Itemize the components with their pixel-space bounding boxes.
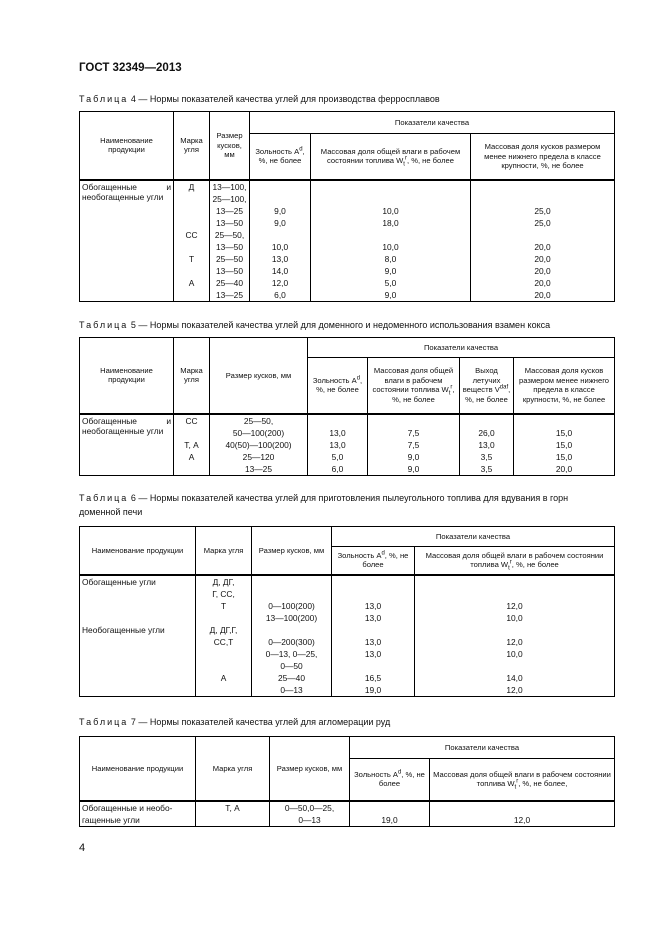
cell-fines	[471, 229, 615, 241]
cell-ash: 10,0	[250, 241, 311, 253]
table7-caption-label: Таблица	[79, 717, 129, 727]
cell-brand: Т, А	[174, 439, 210, 451]
cell-brand	[174, 193, 210, 205]
cell-brand: Г, СС,	[196, 588, 252, 600]
cell-moist: 18,0	[311, 217, 471, 229]
cell-moist: 9,0	[368, 463, 460, 476]
cell-moist: 10,0	[415, 612, 615, 624]
table5-col-brand: Марка угля	[174, 338, 210, 414]
cell-size	[252, 624, 332, 636]
cell-fines: 15,0	[514, 427, 615, 439]
table5-col-moist: Массовая доля общей влаги в рабочем состоянии топлива $W_t^r$, %, не более	[368, 358, 460, 414]
table5-col-name: Наименование продукции	[80, 338, 174, 414]
cell-size: 13—25	[210, 205, 250, 217]
cell-name	[80, 660, 196, 672]
table4-col-size: Размер кусков, мм	[210, 112, 250, 180]
cell-fines: 15,0	[514, 451, 615, 463]
cell-size: 13—50	[210, 265, 250, 277]
table6-caption	[79, 491, 599, 519]
table-row	[80, 180, 615, 193]
cell-size: 13—25	[210, 289, 250, 302]
table5-body	[80, 414, 615, 476]
cell-brand	[196, 814, 270, 827]
cell-name: Необогащенные угли	[80, 624, 196, 636]
cell-size: 13—25	[210, 463, 308, 476]
cell-size	[252, 588, 332, 600]
cell-moist: 10,0	[311, 241, 471, 253]
cell-brand	[174, 217, 210, 229]
table4-col-name: Наименование продукции	[80, 112, 174, 180]
page-number: 4	[79, 842, 86, 854]
cell-ash: 16,5	[332, 672, 415, 684]
cell-fines	[471, 180, 615, 193]
cell-fines: 20,0	[514, 463, 615, 476]
cell-fines: 20,0	[471, 265, 615, 277]
cell-ash	[332, 660, 415, 672]
cell-brand	[196, 660, 252, 672]
cell-vol: 26,0	[460, 427, 514, 439]
cell-size: 0—200(300)	[252, 636, 332, 648]
cell-ash	[308, 414, 368, 427]
cell-moist: 5,0	[311, 277, 471, 289]
cell-size: 0—50	[252, 660, 332, 672]
table4-body	[80, 180, 615, 302]
cell-ash: 9,0	[250, 217, 311, 229]
cell-size: 25—100,	[210, 193, 250, 205]
cell-brand	[174, 463, 210, 476]
cell-moist: 12,0	[415, 600, 615, 612]
cell-brand: Д, ДГ,Г,	[196, 624, 252, 636]
table4-caption-text: 4 — Нормы показателей качества углей для производства ферросплавов	[130, 94, 440, 104]
table4-col-brand: Марка угля	[174, 112, 210, 180]
cell-brand: Д, ДГ,	[196, 575, 252, 588]
table-row	[80, 636, 615, 648]
table-row	[80, 612, 615, 624]
table4	[79, 111, 615, 302]
cell-brand: СС,Т	[196, 636, 252, 648]
cell-brand: СС	[174, 229, 210, 241]
cell-fines: 20,0	[471, 289, 615, 302]
cell-size: 0—13, 0—25,	[252, 648, 332, 660]
table7-col-moist: Массовая доля общей влаги в рабочем состоянии топлива $W_t^r$, %, не более,	[430, 759, 615, 801]
cell-ash: 9,0	[250, 205, 311, 217]
table7-caption-text: 7 — Нормы показателей качества углей для агломерации руд	[130, 717, 391, 727]
table5	[79, 337, 615, 476]
cell-moist	[415, 660, 615, 672]
cell-ash: 13,0	[308, 439, 368, 451]
table5-col-fines: Массовая доля кусков размером менее нижнего предела в классе крупности, %, не более	[514, 358, 615, 414]
table7-col-name: Наименование продукции	[80, 737, 196, 801]
cell-brand	[196, 612, 252, 624]
table4-caption-label: Таблица	[79, 94, 129, 104]
table4-col-ash: Зольность $A^d$, %, не более	[250, 134, 311, 180]
table7	[79, 736, 615, 827]
cell-fines: 15,0	[514, 439, 615, 451]
table6-col-ash: Зольность $A^d$, %, не более	[332, 547, 415, 575]
cell-name	[80, 636, 196, 648]
cell-brand	[174, 289, 210, 302]
table-row	[80, 660, 615, 672]
table4-col-fines: Массовая доля кусков размером менее нижнего предела в классе крупности, %, не более	[471, 134, 615, 180]
cell-vol: 13,0	[460, 439, 514, 451]
cell-moist	[430, 801, 615, 814]
table-row	[80, 648, 615, 660]
cell-ash	[332, 588, 415, 600]
product-name: Обогащенные и необогащенные угли	[80, 414, 174, 476]
cell-ash: 6,0	[308, 463, 368, 476]
table7-group-header: Показатели качества	[350, 737, 615, 759]
table6-body	[80, 575, 615, 697]
table5-group-header: Показатели качества	[308, 338, 615, 358]
table-row	[80, 801, 615, 814]
cell-ash: 13,0	[332, 648, 415, 660]
cell-brand: Т	[174, 253, 210, 265]
cell-moist: 8,0	[311, 253, 471, 265]
cell-ash: 6,0	[250, 289, 311, 302]
cell-moist	[368, 414, 460, 427]
table5-col-vol: Выход летучих веществ $V^{daf}$, %, не более	[460, 358, 514, 414]
cell-vol: 3,5	[460, 463, 514, 476]
cell-ash: 14,0	[250, 265, 311, 277]
table-row	[80, 684, 615, 697]
cell-size: 13—50	[210, 241, 250, 253]
cell-brand	[196, 684, 252, 697]
cell-moist	[311, 180, 471, 193]
table-row	[80, 414, 615, 427]
table5-col-ash: Зольность $A^d$, %, не более	[308, 358, 368, 414]
cell-name: Обогащенные и необо-	[80, 801, 196, 814]
cell-fines: 25,0	[471, 205, 615, 217]
cell-brand: Т	[196, 600, 252, 612]
cell-size: 25—120	[210, 451, 308, 463]
cell-size	[252, 575, 332, 588]
cell-name	[80, 588, 196, 600]
cell-moist: 12,0	[430, 814, 615, 827]
cell-brand	[174, 427, 210, 439]
table6-group-header: Показатели качества	[332, 527, 615, 547]
cell-ash	[250, 180, 311, 193]
cell-name	[80, 684, 196, 697]
cell-name	[80, 672, 196, 684]
table5-caption	[79, 318, 550, 332]
cell-fines: 20,0	[471, 241, 615, 253]
table6-caption-text: 6 — Нормы показателей качества углей для приготовления пылеугольного топлива для вдувания в горн доменной печи	[79, 493, 569, 517]
table5-caption-label: Таблица	[79, 320, 129, 330]
table4-caption	[79, 92, 440, 106]
document-header: ГОСТ 32349—2013	[79, 62, 182, 74]
cell-moist: 9,0	[368, 451, 460, 463]
cell-size: 25—40	[252, 672, 332, 684]
cell-ash	[350, 801, 430, 814]
cell-brand	[174, 241, 210, 253]
cell-brand	[174, 205, 210, 217]
cell-moist: 7,5	[368, 439, 460, 451]
cell-ash: 13,0	[250, 253, 311, 265]
cell-moist: 10,0	[415, 648, 615, 660]
cell-size: 25—50,	[210, 414, 308, 427]
cell-brand	[174, 265, 210, 277]
cell-ash	[332, 624, 415, 636]
cell-size: 0—13	[270, 814, 350, 827]
table6-col-name: Наименование продукции	[80, 527, 196, 575]
cell-ash: 13,0	[332, 636, 415, 648]
table5-col-size: Размер кусков, мм	[210, 338, 308, 414]
cell-ash	[332, 575, 415, 588]
table4-col-moist: Массовая доля общей влаги в рабочем состоянии топлива $W_t^r$, %, не более	[311, 134, 471, 180]
table6-col-moist: Массовая доля общей влаги в рабочем состоянии топлива $W_t^r$, %, не более	[415, 547, 615, 575]
cell-size: 13—100,	[210, 180, 250, 193]
cell-brand: А	[174, 451, 210, 463]
table7-body	[80, 801, 615, 827]
cell-vol: 3,5	[460, 451, 514, 463]
cell-brand: СС	[174, 414, 210, 427]
cell-moist: 9,0	[311, 265, 471, 277]
table-row	[80, 588, 615, 600]
cell-moist: 9,0	[311, 289, 471, 302]
table7-caption	[79, 715, 390, 729]
table-row	[80, 624, 615, 636]
table6-col-brand: Марка угля	[196, 527, 252, 575]
cell-fines: 25,0	[471, 217, 615, 229]
cell-fines: 20,0	[471, 277, 615, 289]
cell-moist	[311, 229, 471, 241]
table7-col-brand: Марка угля	[196, 737, 270, 801]
cell-ash: 13,0	[332, 612, 415, 624]
cell-size: 0—50,0—25,	[270, 801, 350, 814]
table-row	[80, 600, 615, 612]
table-row	[80, 672, 615, 684]
table7-col-size: Размер кусков, мм	[270, 737, 350, 801]
cell-moist: 7,5	[368, 427, 460, 439]
product-name: Обогащенные и необогащенные угли	[80, 180, 174, 302]
cell-size: 25—50	[210, 253, 250, 265]
cell-name	[80, 612, 196, 624]
cell-brand	[196, 648, 252, 660]
table6-caption-label: Таблица	[79, 493, 129, 503]
cell-fines: 20,0	[471, 253, 615, 265]
cell-name: Обогащенные угли	[80, 575, 196, 588]
cell-ash: 5,0	[308, 451, 368, 463]
cell-ash: 19,0	[350, 814, 430, 827]
table5-caption-text: 5 — Нормы показателей качества углей для доменного и недоменного использования взамен кокса	[130, 320, 551, 330]
cell-moist	[415, 575, 615, 588]
table7-col-ash: Зольность $A^d$, %, не более	[350, 759, 430, 801]
cell-brand: Д	[174, 180, 210, 193]
cell-size: 13—50	[210, 217, 250, 229]
cell-moist: 12,0	[415, 636, 615, 648]
cell-ash	[250, 229, 311, 241]
cell-ash: 13,0	[308, 427, 368, 439]
cell-moist	[311, 193, 471, 205]
cell-size: 0—13	[252, 684, 332, 697]
table-row	[80, 575, 615, 588]
cell-fines	[514, 414, 615, 427]
table4-group-header: Показатели качества	[250, 112, 615, 134]
cell-fines	[471, 193, 615, 205]
cell-size: 40(50)—100(200)	[210, 439, 308, 451]
cell-moist: 12,0	[415, 684, 615, 697]
cell-vol	[460, 414, 514, 427]
cell-moist: 10,0	[311, 205, 471, 217]
cell-ash	[250, 193, 311, 205]
cell-size: 13—100(200)	[252, 612, 332, 624]
cell-ash: 13,0	[332, 600, 415, 612]
cell-name: гащенные угли	[80, 814, 196, 827]
cell-brand: Т, А	[196, 801, 270, 814]
cell-size: 25—50,	[210, 229, 250, 241]
cell-size: 0—100(200)	[252, 600, 332, 612]
cell-moist	[415, 588, 615, 600]
cell-name	[80, 648, 196, 660]
cell-size: 50—100(200)	[210, 427, 308, 439]
cell-name	[80, 600, 196, 612]
cell-brand: А	[174, 277, 210, 289]
table6	[79, 526, 615, 697]
cell-ash: 19,0	[332, 684, 415, 697]
cell-moist	[415, 624, 615, 636]
cell-moist: 14,0	[415, 672, 615, 684]
cell-ash: 12,0	[250, 277, 311, 289]
table6-col-size: Размер кусков, мм	[252, 527, 332, 575]
table-row	[80, 814, 615, 827]
cell-brand: А	[196, 672, 252, 684]
cell-size: 25—40	[210, 277, 250, 289]
